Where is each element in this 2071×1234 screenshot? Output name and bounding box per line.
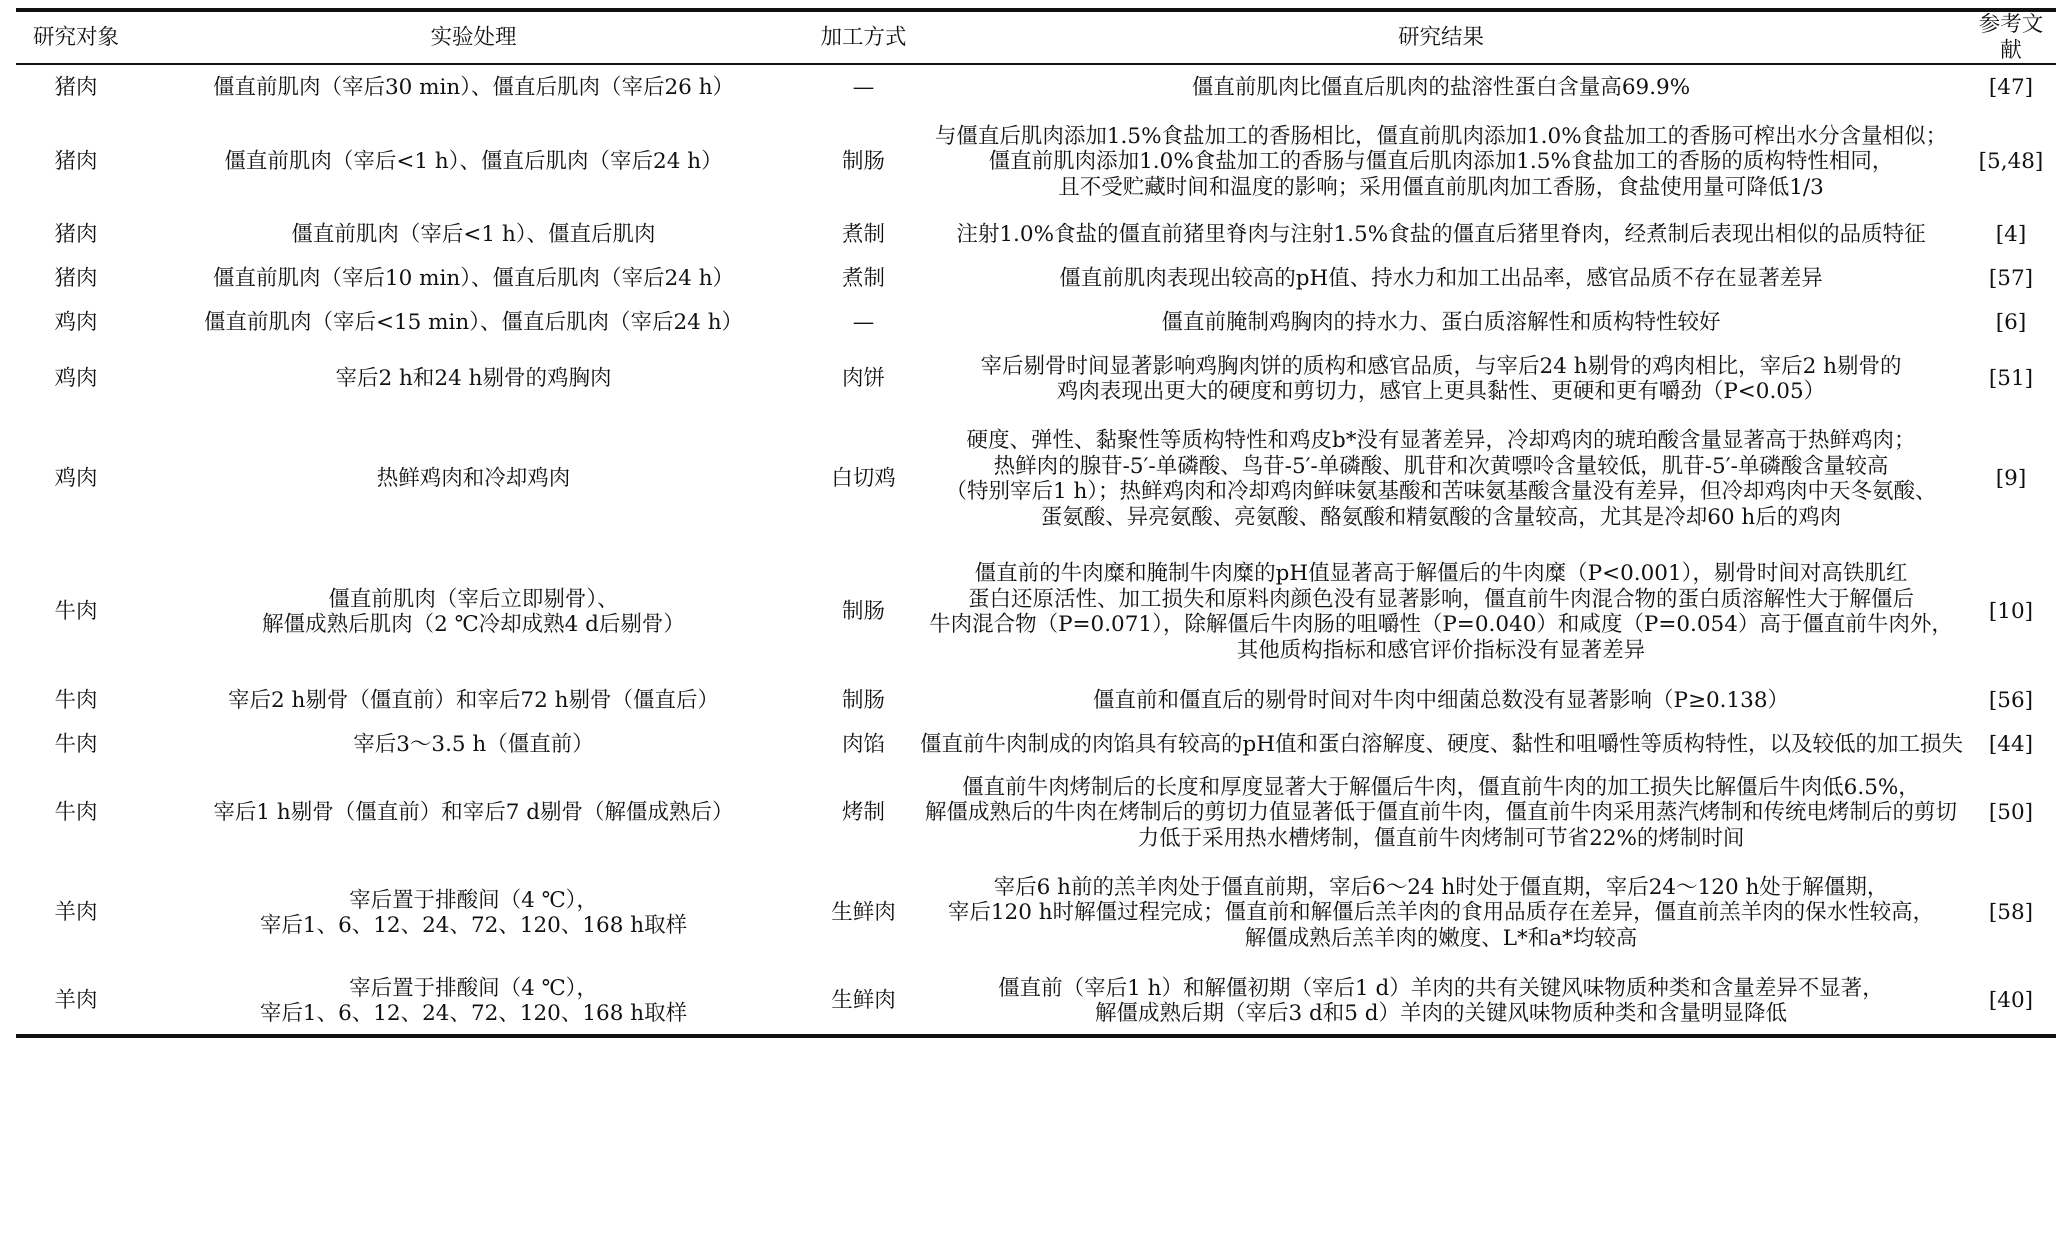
treatment-cell (136, 722, 811, 768)
method-cell: — (852, 310, 875, 336)
header-row (16, 10, 2056, 64)
subject-cell: 牛肉 (54, 732, 98, 758)
treatment-cell-line: 僵直前肌肉（宰后<1 h）、僵直后肌肉（宰后24 h） (224, 149, 723, 175)
treatment-cell-line: 僵直前肌肉（宰后<1 h）、僵直后肌肉 (291, 222, 656, 248)
treatment-cell-line: 宰后2 h和24 h剔骨的鸡胸肉 (335, 366, 612, 392)
reference-cell: [57] (1988, 266, 2034, 292)
result-cell (916, 344, 1966, 414)
result-cell (916, 768, 1966, 858)
result-cell (916, 414, 1966, 544)
method-cell: 生鲜肉 (811, 968, 916, 1036)
treatment-cell (136, 968, 811, 1036)
header-treatment: 实验处理 (136, 10, 811, 64)
result-cell-line: 注射1.0%食盐的僵直前猪里脊肉与注射1.5%食盐的僵直后猪里脊肉，经煮制后表现出相似的品质特征 (956, 222, 1926, 248)
table-row (16, 110, 2056, 214)
treatment-cell (136, 110, 811, 214)
reference-cell: [47] (1988, 74, 2034, 100)
subject-cell: 猪肉 (54, 266, 98, 292)
treatment-cell (136, 64, 811, 110)
table-row (16, 302, 2056, 344)
result-cell-line: 与僵直后肌肉添加1.5%食盐加工的香肠相比，僵直前肌肉添加1.0%食盐加工的香肠可榨出水分含量相似； (934, 123, 1948, 149)
result-cell-line: 蛋白还原活性、加工损失和原料肉颜色没有显著影响，僵直前牛肉混合物的蛋白质溶解性大于解僵后 (967, 586, 1914, 612)
table-row (16, 722, 2056, 768)
treatment-cell (136, 858, 811, 968)
reference-cell: [50] (1988, 800, 2034, 826)
method-cell: 制肠 (841, 688, 885, 714)
result-cell (916, 544, 1966, 680)
subject-cell: 鸡肉 (54, 466, 98, 492)
result-cell-line: 宰后120 h时解僵过程完成；僵直前和解僵后羔羊肉的食用品质存在差异，僵直前羔羊肉的保水性较高， (947, 900, 1935, 926)
result-cell-line: 僵直前肌肉表现出较高的pH值、持水力和加工出品率，感官品质不存在显著差异 (1059, 266, 1823, 292)
header-subject: 研究对象 (16, 10, 136, 64)
treatment-cell (136, 302, 811, 344)
subject-cell: 牛肉 (54, 688, 98, 714)
table-row (16, 214, 2056, 256)
method-cell: 肉馅 (841, 732, 885, 758)
method-cell: 制肠 (841, 599, 885, 625)
table-row (16, 414, 2056, 544)
subject-cell: 牛肉 (54, 800, 98, 826)
result-cell (916, 110, 1966, 214)
reference-cell: [6] (1995, 310, 2027, 336)
treatment-cell (136, 680, 811, 722)
subject-cell: 猪肉 (54, 222, 98, 248)
subject-cell: 猪肉 (54, 149, 98, 175)
reference-cell: [44] (1988, 732, 2034, 758)
treatment-cell-line: 宰后1、6、12、24、72、120、168 h取样 (259, 1001, 688, 1026)
reference-cell: [51] (1988, 366, 2034, 392)
subject-cell: 羊肉 (54, 900, 98, 926)
table-header (16, 10, 2056, 64)
result-cell-line: 解僵成熟后的牛肉在烤制后的剪切力值显著低于僵直前牛肉，僵直前牛肉采用蒸汽烤制和传统电烤制后的剪切 (924, 800, 1957, 826)
result-cell-line: 解僵成熟后期（宰后3 d和5 d）羊肉的关键风味物质种类和含量明显降低 (1094, 1001, 1788, 1026)
treatment-cell-line: 宰后1 h剔骨（僵直前）和宰后7 d剔骨（解僵成熟后） (213, 800, 734, 826)
result-cell (916, 968, 1966, 1036)
result-cell (916, 256, 1966, 302)
result-cell-line: （特别宰后1 h）；热鲜鸡肉和冷却鸡肉鲜味氨基酸和苦味氨基酸含量没有差异，但冷却鸡肉中天冬氨酸、 (945, 479, 1937, 504)
subject-cell: 鸡肉 (54, 310, 98, 336)
treatment-cell-line: 僵直前肌肉（宰后10 min）、僵直后肌肉（宰后24 h） (212, 266, 735, 292)
result-cell (916, 64, 1966, 110)
method-cell: 煮制 (841, 222, 885, 248)
reference-cell: [9] (1995, 466, 2027, 492)
table-row (16, 768, 2056, 858)
result-cell-line: 僵直前牛肉烤制后的长度和厚度显著大于解僵后牛肉，僵直前牛肉的加工损失比解僵后牛肉低6.5%， (962, 774, 1920, 800)
method-cell: 煮制 (841, 266, 885, 292)
reference-cell: [40] (1966, 968, 2056, 1036)
treatment-cell (136, 414, 811, 544)
subject-cell: 牛肉 (54, 599, 98, 625)
treatment-cell-line: 宰后1、6、12、24、72、120、168 h取样 (259, 913, 688, 938)
result-cell-line: 牛肉混合物（P=0.071），除解僵后牛肉肠的咀嚼性（P=0.040）和咸度（P=0.054）高于僵直前牛肉外， (929, 612, 1953, 637)
table-row (16, 680, 2056, 722)
method-cell: 肉饼 (841, 366, 885, 392)
result-cell (916, 722, 1966, 768)
result-cell (916, 680, 1966, 722)
treatment-cell (136, 214, 811, 256)
table-body (16, 64, 2056, 1036)
header-reference: 参考文献 (1966, 10, 2056, 64)
treatment-cell-line: 僵直前肌肉（宰后30 min）、僵直后肌肉（宰后26 h） (212, 74, 735, 100)
result-cell-line: 硬度、弹性、黏聚性等质构特性和鸡皮b*没有显著差异，冷却鸡肉的琥珀酸含量显著高于热鲜鸡肉； (966, 428, 1916, 453)
method-cell: 白切鸡 (831, 466, 896, 492)
treatment-cell-line: 热鲜鸡肉和冷却鸡肉 (376, 466, 571, 492)
result-cell (916, 214, 1966, 256)
result-cell-line: 僵直前肌肉添加1.0%食盐加工的香肠与僵直后肌肉添加1.5%食盐加工的香肠的质构特性相同， (988, 149, 1894, 175)
result-cell-line: 且不受贮藏时间和温度的影响；采用僵直前肌肉加工香肠，食盐使用量可降低1/3 (1058, 174, 1824, 200)
table-row (16, 544, 2056, 680)
treatment-cell (136, 344, 811, 414)
table-row (16, 256, 2056, 302)
treatment-cell-line: 宰后2 h剔骨（僵直前）和宰后72 h剔骨（僵直后） (228, 688, 719, 714)
result-cell-line: 热鲜肉的腺苷-5′-单磷酸、鸟苷-5′-单磷酸、肌苷和次黄嘌呤含量较低，肌苷-5′-单磷酸含量较高 (993, 453, 1889, 479)
table-row (16, 344, 2056, 414)
reference-cell: [10] (1988, 599, 2034, 625)
table-row (16, 858, 2056, 968)
result-cell-line: 力低于采用热水槽烤制，僵直前牛肉烤制可节省22%的烤制时间 (1137, 825, 1745, 851)
treatment-cell-line: 宰后3～3.5 h（僵直前） (353, 732, 594, 758)
result-cell-line: 宰后6 h前的羔羊肉处于僵直前期，宰后6～24 h时处于僵直期，宰后24～120 h处于解僵期， (993, 874, 1889, 900)
subject-cell: 羊肉 (16, 968, 136, 1036)
table-row (16, 64, 2056, 110)
reference-cell: [5,48] (1978, 149, 2044, 175)
result-cell-line: 僵直前腌制鸡胸肉的持水力、蛋白质溶解性和质构特性较好 (1161, 310, 1721, 336)
result-cell-line: 鸡肉表现出更大的硬度和剪切力，感官上更具黏性、更硬和更有嚼劲（P<0.05） (1056, 379, 1826, 404)
treatment-cell (136, 544, 811, 680)
result-cell-line: 其他质构指标和感官评价指标没有显著差异 (1236, 637, 1646, 663)
treatment-cell-line: 解僵成熟后肌肉（2 ℃冷却成熟4 d后剔骨） (262, 612, 685, 637)
research-table (16, 8, 2056, 1038)
treatment-cell (136, 768, 811, 858)
result-cell-line: 僵直前和僵直后的剔骨时间对牛肉中细菌总数没有显著影响（P≥0.138） (1092, 688, 1790, 714)
treatment-cell (136, 256, 811, 302)
treatment-cell-line: 僵直前肌肉（宰后立即剔骨）、 (328, 586, 619, 612)
header-method: 加工方式 (811, 10, 916, 64)
result-cell-line: 僵直前牛肉制成的肉馅具有较高的pH值和蛋白溶解度、硬度、黏性和咀嚼性等质构特性，以及较低的加工损失 (920, 732, 1964, 758)
treatment-cell-line: 僵直前肌肉（宰后<15 min）、僵直后肌肉（宰后24 h） (203, 310, 744, 336)
result-cell (916, 858, 1966, 968)
treatment-cell-line: 宰后置于排酸间（4 ℃）， (349, 887, 598, 913)
result-cell-line: 解僵成熟后羔羊肉的嫩度、L*和a*均较高 (1244, 925, 1638, 951)
header-result: 研究结果 (916, 10, 1966, 64)
result-cell-line: 僵直前的牛肉糜和腌制牛肉糜的pH值显著高于解僵后的牛肉糜（P<0.001），剔骨时间对高铁肌红 (974, 561, 1908, 586)
reference-cell: [4] (1995, 222, 2027, 248)
subject-cell: 猪肉 (54, 74, 98, 100)
method-cell: 生鲜肉 (831, 900, 896, 926)
result-cell-line: 宰后剔骨时间显著影响鸡胸肉饼的质构和感官品质，与宰后24 h剔骨的鸡肉相比，宰后2 h剔骨的 (980, 353, 1902, 379)
result-cell (916, 302, 1966, 344)
method-cell: 制肠 (841, 149, 885, 175)
treatment-cell-line: 宰后置于排酸间（4 ℃）， (349, 975, 598, 1001)
subject-cell: 鸡肉 (54, 366, 98, 392)
reference-cell: [58] (1988, 900, 2034, 926)
result-cell-line: 僵直前（宰后1 h）和解僵初期（宰后1 d）羊肉的共有关键风味物质种类和含量差异不显著， (998, 975, 1884, 1001)
table-row (16, 968, 2056, 1036)
method-cell: 烤制 (841, 800, 885, 826)
result-cell-line: 蛋氨酸、异亮氨酸、亮氨酸、酪氨酸和精氨酸的含量较高，尤其是冷却60 h后的鸡肉 (1040, 504, 1842, 530)
reference-cell: [56] (1988, 688, 2034, 714)
result-cell-line: 僵直前肌肉比僵直后肌肉的盐溶性蛋白含量高69.9% (1191, 74, 1691, 100)
method-cell: — (852, 74, 875, 100)
